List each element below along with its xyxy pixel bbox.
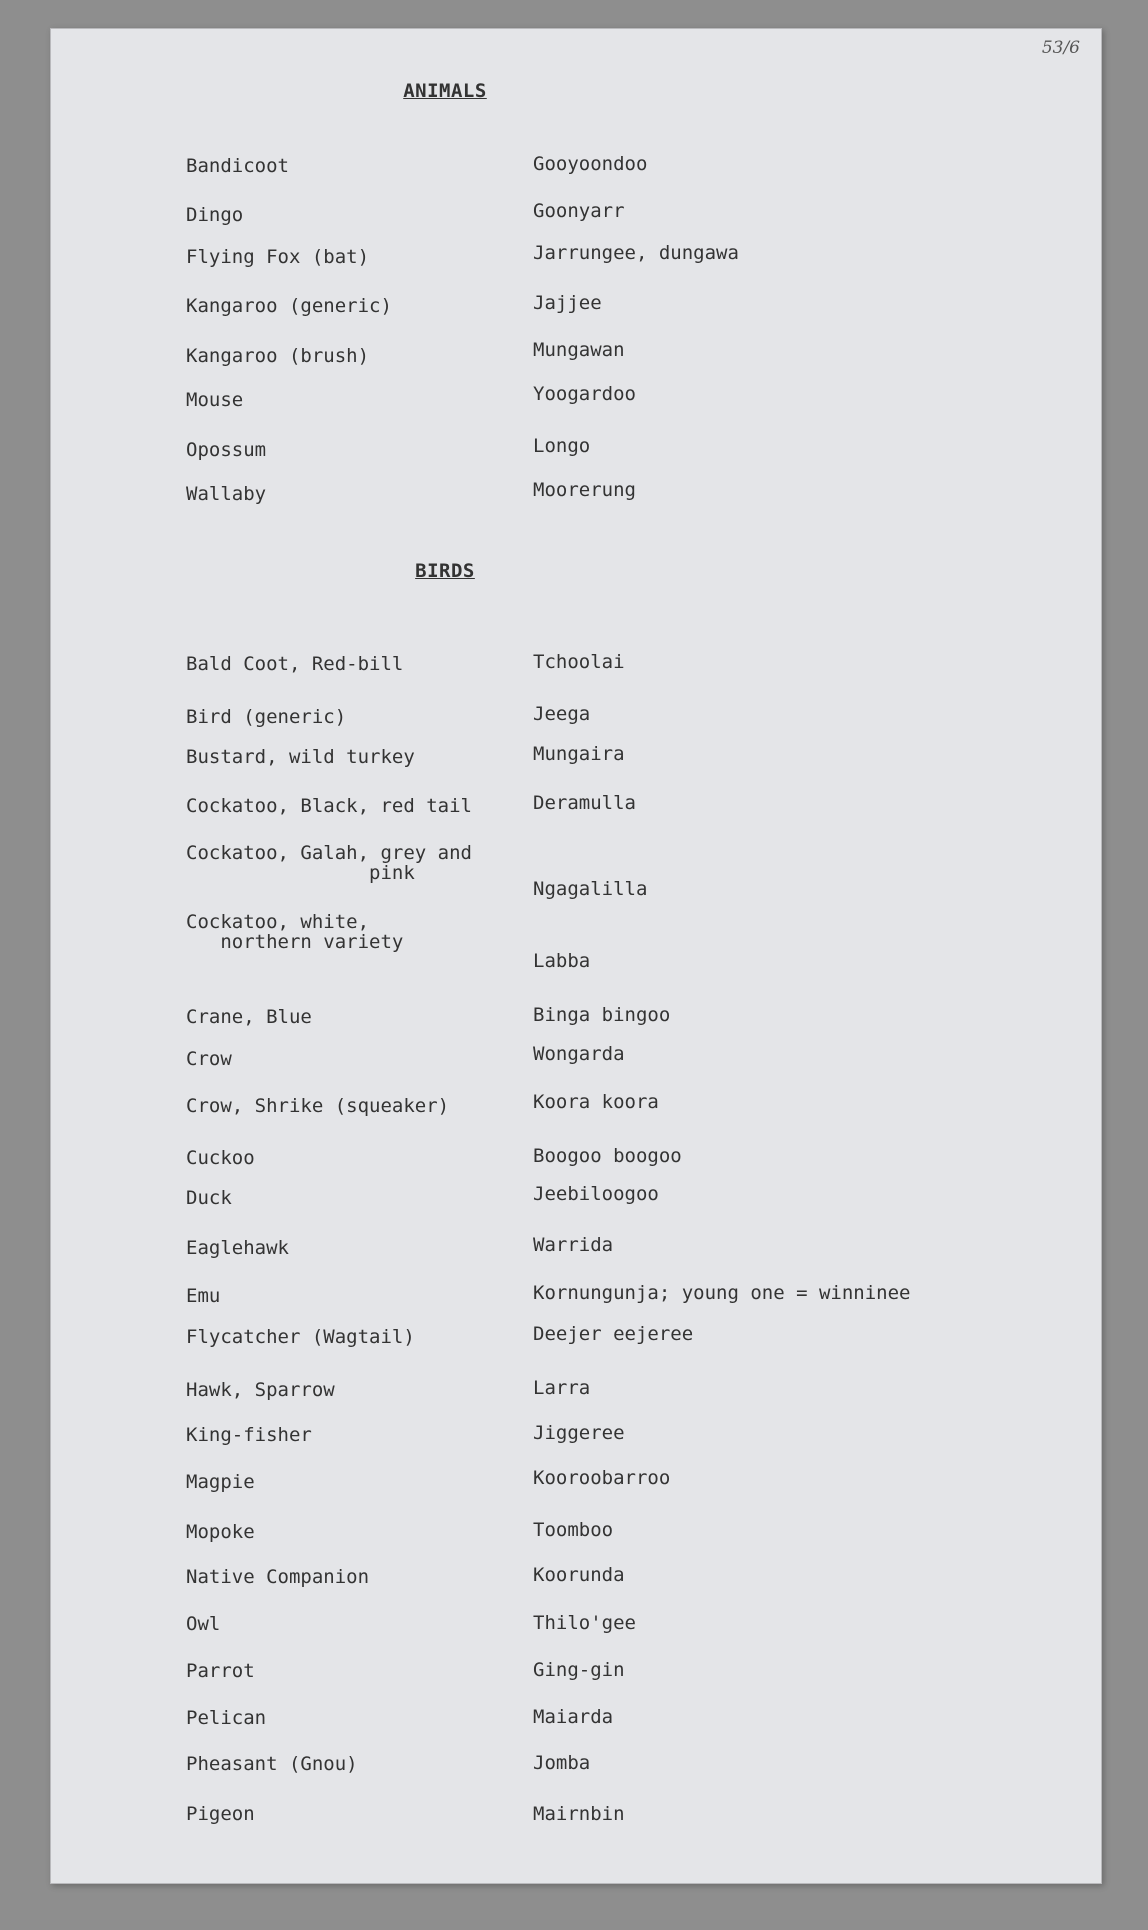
animal-aboriginal: Jarrungee, dungawa (533, 242, 739, 264)
animal-aboriginal: Jajjee (533, 292, 602, 314)
bird-english: Cockatoo, Galah, grey and pink (186, 842, 472, 884)
bird-aboriginal: Deramulla (533, 792, 636, 814)
bird-english: Crow (186, 1048, 232, 1070)
animal-aboriginal: Goonyarr (533, 200, 625, 222)
bird-aboriginal: Labba (533, 950, 591, 972)
animal-aboriginal: Mungawan (533, 339, 625, 361)
animal-english: Kangaroo (brush) (186, 345, 370, 367)
bird-aboriginal: Kooroobarroo (533, 1467, 671, 1489)
animal-aboriginal: Longo (533, 435, 591, 457)
bird-english: Cuckoo (186, 1147, 255, 1169)
bird-aboriginal: Ging-gin (533, 1659, 625, 1681)
bird-aboriginal: Binga bingoo (533, 1004, 671, 1026)
folio-number: 53/6 (1041, 38, 1080, 58)
bird-english: Cockatoo, white, northern variety (186, 911, 404, 953)
bird-aboriginal: Kornungunja; young one = winninee (533, 1282, 911, 1304)
bird-english: Pheasant (Gnou) (186, 1753, 358, 1775)
bird-aboriginal: Koorunda (533, 1564, 625, 1586)
bird-english: Crow, Shrike (squeaker) (186, 1095, 450, 1117)
bird-english: Pelican (186, 1707, 267, 1729)
document-page (50, 28, 1102, 1884)
bird-english: Owl (186, 1613, 221, 1635)
bird-english: Mopoke (186, 1521, 255, 1543)
bird-english: Emu (186, 1285, 221, 1307)
animal-aboriginal: Gooyoondoo (533, 153, 648, 175)
bird-aboriginal: Mungaira (533, 743, 625, 765)
bird-english: Crane, Blue (186, 1006, 312, 1028)
bird-english: Bird (generic) (186, 706, 347, 728)
bird-aboriginal: Ngagalilla (533, 878, 648, 900)
bird-aboriginal: Maiarda (533, 1706, 614, 1728)
bird-english: Eaglehawk (186, 1237, 289, 1259)
bird-english: Pigeon (186, 1803, 255, 1825)
bird-english: Native Companion (186, 1566, 370, 1588)
bird-aboriginal: Tchoolai (533, 651, 625, 673)
bird-english: Bald Coot, Red-bill (186, 653, 404, 675)
bird-english: Parrot (186, 1660, 255, 1682)
animal-aboriginal: Yoogardoo (533, 383, 636, 405)
bird-aboriginal: Jeega (533, 703, 591, 725)
birds-heading: BIRDS (415, 560, 475, 582)
bird-english: Flycatcher (Wagtail) (186, 1326, 415, 1348)
bird-aboriginal: Warrida (533, 1234, 614, 1256)
animal-english: Opossum (186, 439, 267, 461)
animal-english: Bandicoot (186, 155, 289, 177)
bird-aboriginal: Wongarda (533, 1043, 625, 1065)
animal-english: Flying Fox (bat) (186, 246, 370, 268)
bird-english: Bustard, wild turkey (186, 746, 415, 768)
animal-english: Dingo (186, 204, 244, 226)
bird-aboriginal: Koora koora (533, 1091, 659, 1113)
bird-english: Hawk, Sparrow (186, 1379, 335, 1401)
bird-aboriginal: Deejer eejeree (533, 1323, 694, 1345)
bird-aboriginal: Jomba (533, 1752, 591, 1774)
animals-heading: ANIMALS (403, 80, 487, 102)
bird-english: Cockatoo, Black, red tail (186, 795, 472, 817)
bird-aboriginal: Jeebiloogoo (533, 1183, 659, 1205)
bird-aboriginal: Larra (533, 1377, 591, 1399)
bird-english: King-fisher (186, 1424, 312, 1446)
animal-english: Mouse (186, 389, 244, 411)
animal-english: Wallaby (186, 483, 267, 505)
bird-aboriginal: Mairnbin (533, 1803, 625, 1825)
bird-english: Duck (186, 1187, 232, 1209)
bird-aboriginal: Jiggeree (533, 1422, 625, 1444)
animal-aboriginal: Moorerung (533, 479, 636, 501)
animal-english: Kangaroo (generic) (186, 295, 392, 317)
bird-aboriginal: Boogoo boogoo (533, 1145, 682, 1167)
bird-english: Magpie (186, 1471, 255, 1493)
bird-aboriginal: Thilo'gee (533, 1612, 636, 1634)
bird-aboriginal: Toomboo (533, 1519, 614, 1541)
